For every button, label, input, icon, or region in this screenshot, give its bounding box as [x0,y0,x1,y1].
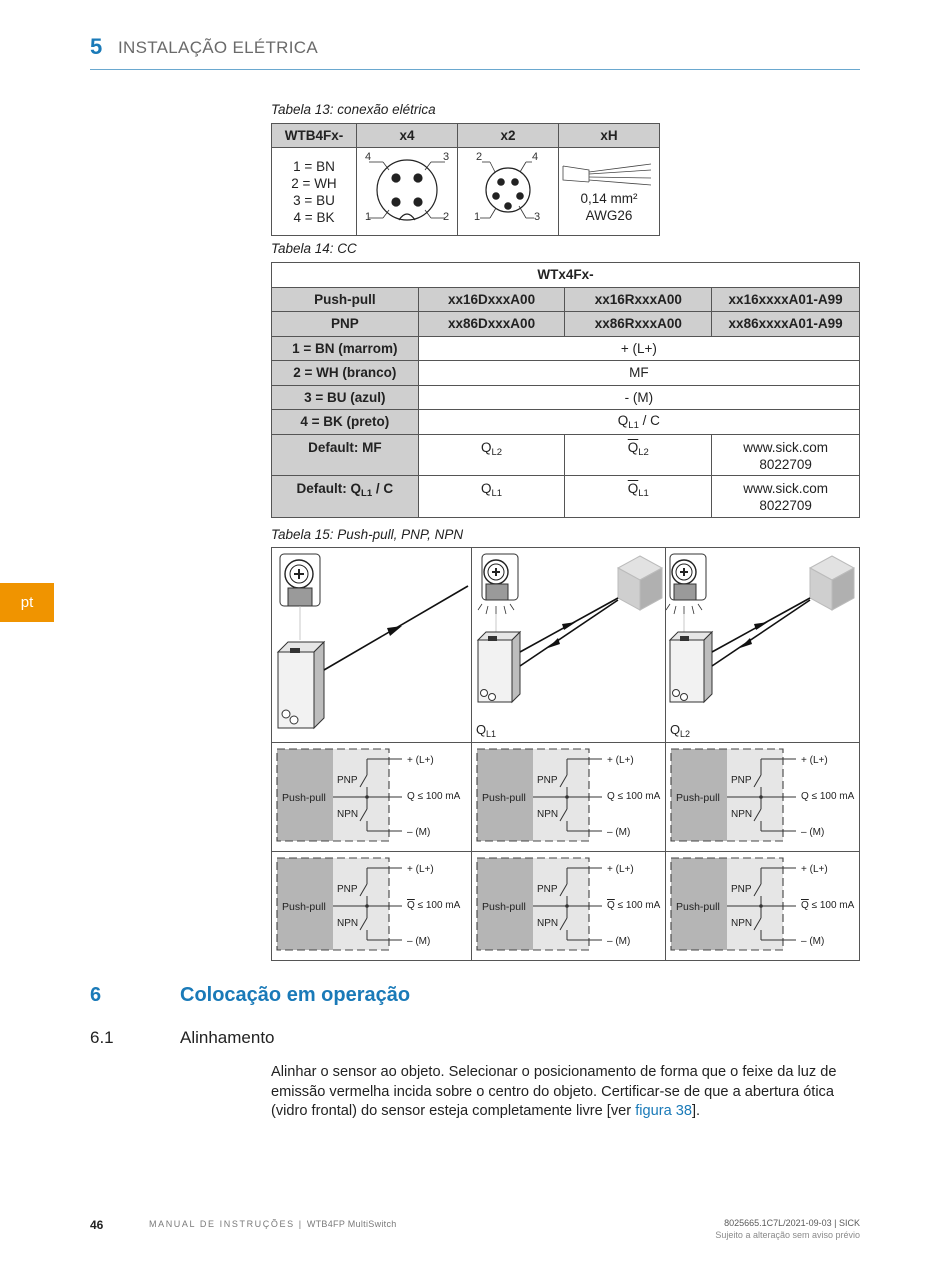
push-pull-label: Push-pull [282,901,326,913]
m12-4pin-connector-icon [357,148,457,232]
plus-label: + (L+) [407,755,434,766]
table14-cell: xx16xxxxA01-A99 [712,287,860,312]
chapter-number: 5 [90,34,103,59]
table14-cell: 4 = BK (preto) [272,410,419,435]
cable-awg: AWG26 [585,207,633,223]
svg-text:2: 2 [443,211,450,223]
table14-title: WTx4Fx- [272,263,860,288]
plus-label: + (L+) [607,755,634,766]
table13-x4-connector [357,148,458,236]
q-sub: L1 [491,488,503,499]
table13-pin-list [272,148,357,236]
sensor-body-icon [478,632,520,702]
table-row [272,336,860,361]
q-label: Q ≤ 100 mA [801,791,855,802]
alignment-paragraph [271,1063,863,1122]
q-text: Q [480,481,492,496]
sensor-body-icon [670,632,712,702]
table14-cell: xx16RxxxA00 [565,287,712,312]
url-text: www.sick.com [743,481,828,496]
footer-doc: MANUAL DE INSTRUÇÕES | WTB4FP MultiSwitch [149,1219,397,1229]
q-sub: L1 [628,419,639,431]
minus-label: – (M) [607,827,631,838]
minus-label: – (M) [407,936,431,947]
table13-header-model: WTB4Fx- [272,124,357,148]
svg-text:4: 4 [365,151,372,163]
q-label: Q ≤ 100 mA [407,791,461,802]
push-pull-circuit-diagram [472,852,665,960]
language-tab[interactable] [0,583,54,622]
push-pull-label: Push-pull [482,792,526,804]
table14-cell: + (L+) [418,336,859,361]
sensor-illustration-2 [472,548,665,742]
table-row [272,287,860,312]
svg-text:Q: Q [670,722,681,737]
section-title: Alinhamento [180,1028,275,1047]
pnp-label: PNP [337,775,358,786]
npn-label: NPN [337,809,359,820]
label-sub: L1 [361,488,373,499]
table14-caption: Tabela 14: CC [271,241,357,256]
paragraph-end: ]. [692,1103,701,1120]
section-number: 6.1 [90,1028,114,1047]
svg-text:L1: L1 [486,729,497,739]
q-inverted-text: $\overline{Q}$ [627,481,639,496]
potentiometer-icon [478,554,518,636]
table-row [272,410,860,435]
svg-text:3: 3 [443,151,450,163]
product-name: WTB4FP MultiSwitch [306,1219,397,1229]
npn-label: NPN [537,918,559,929]
plus-label: + (L+) [801,755,828,766]
minus-label: – (M) [801,827,825,838]
table14-cell: - (M) [418,385,859,410]
q-sub: L2 [638,446,649,458]
table14-dc [271,262,860,518]
npn-label: NPN [337,918,359,929]
pnp-label: PNP [537,884,558,895]
language-tab-label: pt [20,594,34,611]
svg-text:1: 1 [474,211,481,223]
push-pull-circuit-diagram [472,743,665,851]
q-text: Q [480,439,492,455]
table14-cell: xx16DxxxA00 [418,287,565,312]
table14-cell: MF [418,361,859,386]
push-pull-circuit-diagram [272,852,471,960]
table13-header-x4: x4 [357,124,458,148]
npn-label: NPN [731,809,753,820]
q-text: Q [617,412,629,428]
svg-text:4: 4 [532,151,539,163]
table-row [272,476,860,518]
table14-cell: 1 = BN (marrom) [272,336,419,361]
section-title: Colocação em operação [180,984,411,1006]
table15-wiring-diagrams [271,547,860,961]
svg-text:1: 1 [365,211,372,223]
object-cube-icon [810,556,854,610]
table14-cell [272,476,419,518]
pin-1: 1 = BN [293,158,335,174]
q-sub: L1 [638,488,649,499]
table14-cell [712,476,860,518]
table15-caption: Tabela 15: Push-pull, PNP, NPN [271,527,464,542]
cable-wires-icon [559,160,659,190]
object-cube-icon [618,556,662,610]
section-number: 6 [90,984,102,1006]
q-inverted-text: $\overline{Q}$ [627,439,639,455]
table13-x2-connector [458,148,559,236]
push-pull-label: Push-pull [676,792,720,804]
pnp-label: PNP [337,884,358,895]
plus-label: + (L+) [407,864,434,875]
pnp-label: PNP [731,884,752,895]
url-text: www.sick.com [743,439,828,455]
push-pull-circuit-diagram [272,743,471,851]
svg-text:Q: Q [476,722,487,737]
chapter-header [90,34,860,70]
table14-cell [565,434,712,476]
chapter-title: INSTALAÇÃO ELÉTRICA [118,38,318,57]
plus-label: + (L+) [607,864,634,875]
doc-type: MANUAL DE INSTRUÇÕES [149,1219,295,1229]
table14-cell [712,434,860,476]
paragraph-text: Alinhar o sensor ao objeto. Selecionar o posicionamento de forma que o feixe da luz de emissão vermelha incida sobre o centro do objeto. Certificar-se de que a abertura ótica (vidro frontal) do sensor esteja completamente livre [ver [271,1064,837,1120]
table13-header-xh: xH [559,124,660,148]
q-label: Q ≤ 100 mA [407,900,461,911]
code-text: 8022709 [759,456,812,472]
table-row [272,361,860,386]
table14-cell: Default: MF [272,434,419,476]
table13-caption: Tabela 13: conexão elétrica [271,102,436,117]
cable-cross-section: 0,14 mm² [580,190,638,206]
minus-label: – (M) [407,827,431,838]
q-suffix: / C [638,412,660,428]
label-pre: Default: Q [296,481,362,496]
push-pull-label: Push-pull [282,792,326,804]
table14-cell: 2 = WH (branco) [272,361,419,386]
pin-3: 3 = BU [293,192,335,208]
potentiometer-icon [666,554,706,636]
footer-notice: Sujeito a alteração sem aviso prévio [715,1230,860,1240]
table-row [272,312,860,337]
figure-link[interactable]: figura 38 [635,1103,692,1120]
table14-cell: xx86RxxxA00 [565,312,712,337]
svg-text:2: 2 [476,151,483,163]
pnp-label: PNP [537,775,558,786]
pin-4: 4 = BK [293,209,335,225]
table14-cell: xx86xxxxA01-A99 [712,312,860,337]
table14-cell [418,476,565,518]
plus-label: + (L+) [801,864,828,875]
minus-label: – (M) [607,936,631,947]
push-pull-circuit-diagram [666,743,860,851]
sensor-illustration-3 [666,548,860,742]
table14-cell [418,410,859,435]
svg-text:3: 3 [534,211,541,223]
table13-cable [559,148,660,236]
push-pull-label: Push-pull [482,901,526,913]
table14-cell: Push-pull [272,287,419,312]
table-row [272,385,860,410]
pin-2: 2 = WH [291,175,337,191]
m8-4pin-connector-icon [458,148,558,232]
table14-cell [565,476,712,518]
pnp-label: PNP [731,775,752,786]
code-text: 8022709 [759,498,812,513]
minus-label: – (M) [801,936,825,947]
table13-electrical-connection [271,123,660,236]
push-pull-circuit-diagram [666,852,860,960]
q-sub: L2 [491,446,503,458]
potentiometer-icon [280,554,320,640]
table13-header-x2: x2 [458,124,559,148]
push-pull-label: Push-pull [676,901,720,913]
q-label: Q ≤ 100 mA [607,791,661,802]
sensor-illustration-1 [272,548,471,742]
table14-cell [418,434,565,476]
table14-cell: 3 = BU (azul) [272,385,419,410]
table14-cell: xx86DxxxA00 [418,312,565,337]
q-label: Q ≤ 100 mA [801,900,855,911]
npn-label: NPN [537,809,559,820]
page-number: 46 [90,1218,104,1232]
q-label: Q ≤ 100 mA [607,900,661,911]
npn-label: NPN [731,918,753,929]
table-row [272,434,860,476]
sensor-body-icon [278,642,324,728]
table14-cell: PNP [272,312,419,337]
footer-docref: 8025665.1C7L/2021-09-03 | SICK [724,1218,860,1228]
svg-text:L2: L2 [680,729,691,739]
label-post: / C [372,481,394,496]
